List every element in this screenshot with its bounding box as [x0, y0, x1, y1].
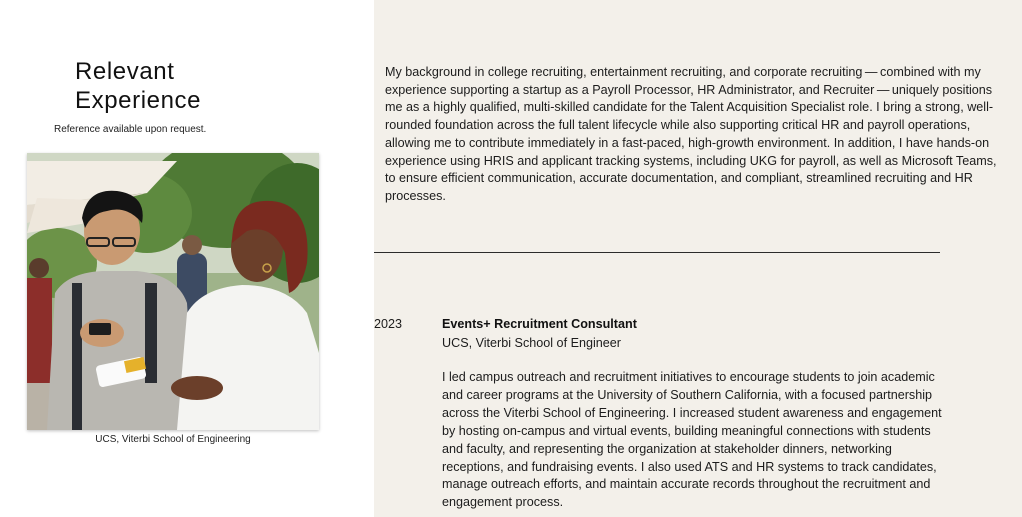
heading-line-2: Experience: [75, 87, 202, 114]
event-photo: [27, 153, 319, 430]
experience-summary: My background in college recruiting, entertainment recruiting, and corporate recruiting — combined with my experience supporting a startup as a Payroll Processor, HR Administrator, and Recruiter — uniquely positions me as a highly qualified, multi-skilled candidate for the Talent Acquisition Specialist role. I bring a strong, well-rounded foundation across the full talent lifecycle while also supporting critical HR and payroll operations, allowing me to contribute immediately in a fast-paced, high-growth environment. In addition, I have hands-on experience using HRIS and applicant tracking systems, including UKG for payroll, as well as Microsoft Teams, to ensure efficient communication, accurate documentation, and compliant, streamlined recruiting and HR processes.: [385, 65, 997, 203]
experience-year: 2023: [374, 317, 403, 331]
reference-note: Reference available upon request.: [54, 124, 207, 135]
job-title: Events+ Recruitment Consultant: [442, 317, 637, 331]
photo-caption: UCS, Viterbi School of Engineering: [95, 434, 251, 445]
left-panel: [0, 0, 374, 517]
job-organization: UCS, Viterbi School of Engineer: [442, 336, 621, 350]
heading-line-1: Relevant: [75, 58, 175, 85]
section-divider: [374, 252, 940, 253]
right-panel: [374, 0, 1022, 517]
section-heading: [75, 57, 335, 115]
job-description: I led campus outreach and recruitment initiatives to encourage students to join academic and career programs at the University of Southern California, with a focused partnership across the Viterbi School of Engineering. I increased student awareness and engagement by hosting on-campus and virtual events, building meaningful connections with students and faculty, and representing the organization at stakeholder dinners, networking receptions, and fundraising events. I also used ATS and HR systems to track candidates, manage outreach efforts, and maintain accurate records throughout the recruitment and engagement process.: [442, 370, 942, 510]
